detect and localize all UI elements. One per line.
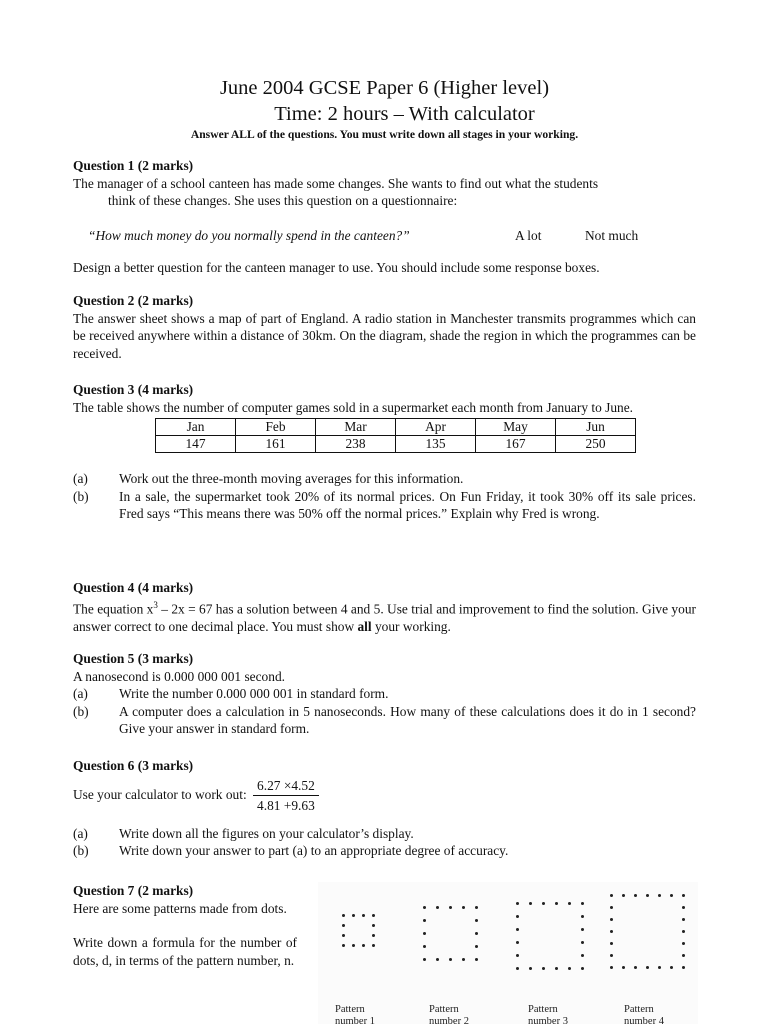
- pattern-dot: [436, 958, 439, 961]
- pattern-dot: [581, 954, 584, 957]
- question-6: [73, 757, 696, 860]
- pattern-dot: [475, 906, 478, 909]
- pattern-dot: [436, 906, 439, 909]
- question-1-text-2: think of these changes. She uses this question on a questionnaire:: [108, 193, 458, 209]
- question-6-expression: [73, 777, 696, 815]
- pattern-dot: [372, 914, 375, 917]
- pattern-dot: [529, 967, 532, 970]
- pattern-dot: [372, 934, 375, 937]
- pattern-dot: [581, 915, 584, 918]
- question-1-option-not-much: Not much: [585, 227, 639, 243]
- question-2-heading: Question 2 (2 marks): [73, 293, 194, 308]
- question-4-text: [73, 597, 696, 636]
- table-sales-cell: 147: [156, 436, 236, 453]
- question-1-option-a-lot: A lot: [515, 227, 542, 243]
- table-sales-cell: 161: [236, 436, 316, 453]
- pattern-dot: [634, 894, 637, 897]
- pattern-dot: [658, 894, 661, 897]
- question-3-part-b: [73, 488, 696, 523]
- fraction: [253, 777, 319, 815]
- paper-time: Time: 2 hours – With calculator: [274, 103, 535, 125]
- table-sales-cell: 238: [316, 436, 396, 453]
- pattern-dot: [542, 967, 545, 970]
- question-7-text-2: Write down a formula for the number of dots, d, in terms of the pattern number, n.: [73, 935, 297, 968]
- question-1-quote: “How much money do you normally spend in the canteen?”: [88, 227, 410, 243]
- pattern-label-line: Pattern: [624, 1004, 654, 1015]
- question-7: [73, 882, 297, 969]
- question-5-heading: Question 5 (3 marks): [73, 651, 194, 666]
- question-5: [73, 650, 696, 738]
- question-5-part-b: [73, 703, 696, 738]
- pattern-dot: [423, 958, 426, 961]
- pattern-dot: [581, 902, 584, 905]
- pattern-dot: [670, 894, 673, 897]
- table-month-cell: Apr: [396, 419, 476, 436]
- pattern-dot: [610, 894, 613, 897]
- pattern-dot: [475, 958, 478, 961]
- pattern-dot: [516, 902, 519, 905]
- pattern-dot: [516, 928, 519, 931]
- pattern-dot: [529, 902, 532, 905]
- pattern-dot: [682, 930, 685, 933]
- pattern-dot: [352, 944, 355, 947]
- pattern-dot: [516, 915, 519, 918]
- pattern-dot: [516, 941, 519, 944]
- pattern-dot: [423, 906, 426, 909]
- part-text: A computer does a calculation in 5 nanoseconds. How many of these calculations does it do in 1 second? Give your answer in standard form.: [119, 703, 696, 737]
- pattern-dot: [634, 966, 637, 969]
- question-1-text-1: The manager of a school canteen has made some changes. She wants to find out what the students: [73, 175, 599, 191]
- pattern-dot: [658, 966, 661, 969]
- pattern-dot: [568, 967, 571, 970]
- pattern-label-1: [335, 1004, 375, 1028]
- pattern-label-4: [624, 1004, 664, 1028]
- table-month-cell: Jan: [156, 419, 236, 436]
- pattern-dot: [581, 928, 584, 931]
- pattern-label-line: number 3: [528, 1016, 568, 1027]
- pattern-dot: [342, 914, 345, 917]
- question-4-text-bold: all: [357, 618, 372, 634]
- question-6-part-b: [73, 842, 696, 860]
- part-text: Work out the three-month moving averages for this information.: [119, 471, 464, 487]
- fraction-denominator: 4.81 +9.63: [257, 798, 315, 814]
- part-text: Write the number 0.000 000 001 in standard form.: [119, 686, 389, 702]
- question-4-text-pre: The equation x: [73, 601, 154, 617]
- pattern-label-line: number 1: [335, 1016, 375, 1027]
- pattern-dot: [475, 945, 478, 948]
- question-4-heading: Question 4 (4 marks): [73, 580, 194, 595]
- question-4-exponent: 3: [153, 599, 158, 610]
- part-label: (b): [73, 703, 89, 719]
- pattern-label-line: number 4: [624, 1016, 664, 1027]
- pattern-dot: [449, 958, 452, 961]
- pattern-dot: [646, 966, 649, 969]
- question-2-text: The answer sheet shows a map of part of England. A radio station in Manchester transmits programmes which can be received anywhere within a distance of 30km. On the diagram, shade the region in which the programmes can be received.: [73, 310, 696, 361]
- table-month-cell: Feb: [236, 419, 316, 436]
- pattern-dot: [516, 954, 519, 957]
- question-4-text-mid: – 2x = 67 has a solution between 4 and 5. Use trial and improvement to find the solution. Give your answer correct to one decimal place. You must show: [73, 601, 696, 634]
- games-sales-table: [155, 418, 636, 453]
- pattern-dot: [462, 958, 465, 961]
- pattern-dot: [646, 894, 649, 897]
- pattern-dot: [449, 906, 452, 909]
- pattern-dot: [610, 966, 613, 969]
- question-5-part-a: [73, 685, 696, 703]
- table-sales-cell: 250: [556, 436, 636, 453]
- question-7-heading: Question 7 (2 marks): [73, 883, 194, 898]
- part-text: Write down all the figures on your calculator’s display.: [119, 825, 414, 841]
- pattern-dot: [362, 944, 365, 947]
- pattern-dot: [670, 966, 673, 969]
- table-month-cell: May: [476, 419, 556, 436]
- table-sales-cell: 135: [396, 436, 476, 453]
- pattern-dot: [475, 919, 478, 922]
- pattern-dot: [462, 906, 465, 909]
- pattern-label-3: [528, 1004, 568, 1028]
- question-4-text-post: your working.: [371, 618, 451, 634]
- pattern-dot: [372, 944, 375, 947]
- pattern-label-line: Pattern: [429, 1004, 459, 1015]
- question-6-intro: Use your calculator to work out:: [73, 786, 247, 802]
- pattern-dot: [423, 945, 426, 948]
- pattern-dot: [682, 906, 685, 909]
- part-text: Write down your answer to part (a) to an appropriate degree of accuracy.: [119, 843, 509, 859]
- dot-patterns-figure: [318, 882, 698, 1027]
- question-3-text: The table shows the number of computer games sold in a supermarket each month from January to June.: [73, 399, 634, 415]
- question-7-text-1: Here are some patterns made from dots.: [73, 900, 287, 916]
- question-3-part-a: [73, 470, 696, 488]
- question-1-task: Design a better question for the canteen manager to use. You should include some response boxes.: [73, 259, 600, 275]
- question-4: [73, 579, 696, 635]
- pattern-label-line: Pattern: [335, 1004, 365, 1015]
- table-row: [156, 436, 636, 453]
- pattern-dot: [423, 932, 426, 935]
- fraction-numerator: 6.27 ×4.52: [253, 777, 319, 797]
- question-2: [73, 292, 696, 362]
- pattern-dot: [342, 944, 345, 947]
- table-header-row: [156, 419, 636, 436]
- pattern-dot: [622, 966, 625, 969]
- part-label: (a): [73, 686, 88, 702]
- pattern-dot: [516, 967, 519, 970]
- pattern-dot: [610, 954, 613, 957]
- pattern-dot: [342, 924, 345, 927]
- pattern-dot: [682, 966, 685, 969]
- pattern-label-line: number 2: [429, 1016, 469, 1027]
- pattern-dot: [542, 902, 545, 905]
- question-1: [73, 157, 696, 276]
- question-6-part-a: [73, 825, 696, 843]
- pattern-dot: [581, 967, 584, 970]
- pattern-dot: [581, 941, 584, 944]
- part-label: (b): [73, 488, 89, 504]
- pattern-dot: [555, 967, 558, 970]
- paper-title: June 2004 GCSE Paper 6 (Higher level): [219, 77, 550, 99]
- pattern-label-2: [429, 1004, 469, 1028]
- pattern-dot: [372, 924, 375, 927]
- pattern-dot: [610, 906, 613, 909]
- pattern-dot: [682, 954, 685, 957]
- pattern-dot: [610, 918, 613, 921]
- pattern-dot: [362, 914, 365, 917]
- pattern-dot: [475, 932, 478, 935]
- question-3: [73, 381, 696, 523]
- pattern-dot: [423, 919, 426, 922]
- question-1-heading: Question 1 (2 marks): [73, 158, 194, 173]
- question-6-heading: Question 6 (3 marks): [73, 758, 194, 773]
- part-label: (b): [73, 843, 89, 859]
- pattern-dot: [610, 942, 613, 945]
- question-3-heading: Question 3 (4 marks): [73, 382, 194, 397]
- pattern-dot: [622, 894, 625, 897]
- pattern-dot: [352, 914, 355, 917]
- table-sales-cell: 167: [476, 436, 556, 453]
- pattern-dot: [342, 934, 345, 937]
- paper-instructions: Answer ALL of the questions. You must write down all stages in your working.: [190, 128, 579, 141]
- question-1-quote-row: [73, 227, 696, 245]
- part-label: (a): [73, 825, 88, 841]
- question-5-intro: A nanosecond is 0.000 000 001 second.: [73, 668, 285, 684]
- pattern-dot: [682, 942, 685, 945]
- pattern-label-line: Pattern: [528, 1004, 558, 1015]
- pattern-dot: [568, 902, 571, 905]
- part-text: In a sale, the supermarket took 20% of its normal prices. On Fun Friday, it took 30% off its sale prices. Fred says “This means there was 50% off the normal prices.” Explain why Fred is wrong.: [119, 488, 696, 522]
- table-month-cell: Mar: [316, 419, 396, 436]
- part-label: (a): [73, 471, 88, 487]
- pattern-dot: [682, 894, 685, 897]
- table-month-cell: Jun: [556, 419, 636, 436]
- pattern-dot: [555, 902, 558, 905]
- pattern-dot: [610, 930, 613, 933]
- pattern-dot: [682, 918, 685, 921]
